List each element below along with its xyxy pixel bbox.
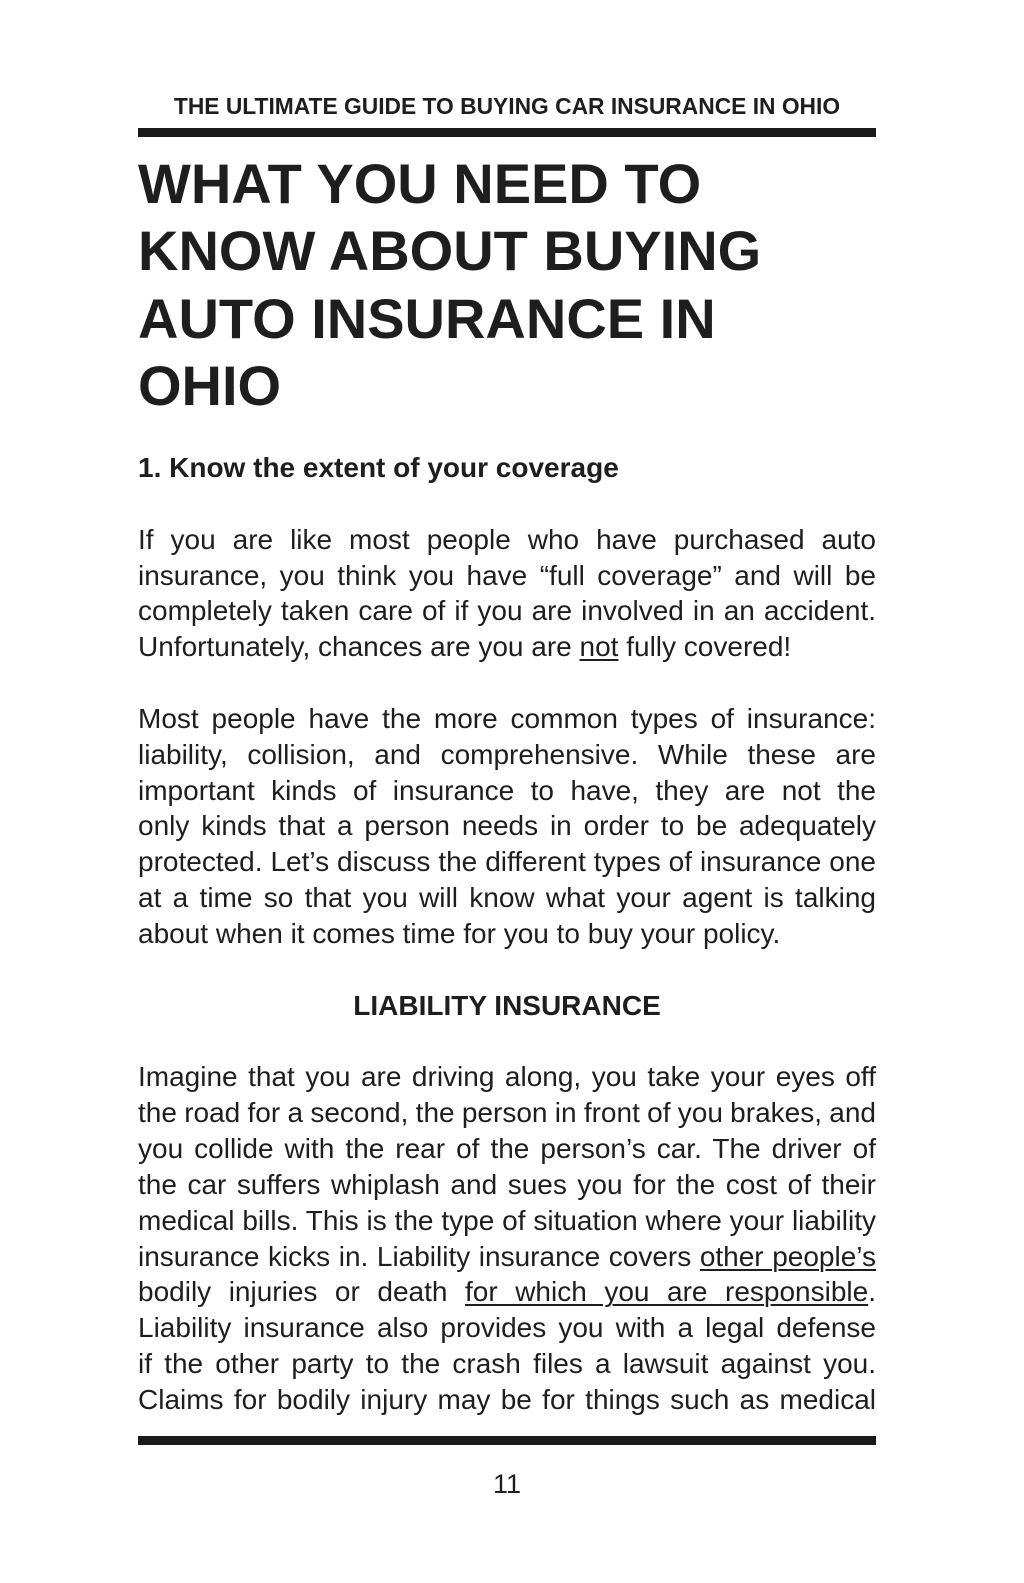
text-segment: Imagine that you are driving along, you take your eyes off (138, 1061, 876, 1093)
text-line (138, 844, 876, 880)
chapter-title (138, 150, 876, 419)
top-rule (138, 128, 876, 137)
text-segment: Most people have the more common types of insurance: (138, 702, 876, 734)
text-line (138, 880, 876, 916)
text-line (138, 1310, 876, 1346)
text-segment: If you are like most people who have purchased auto (138, 523, 876, 555)
body-text (138, 450, 876, 1454)
underlined-text: not (579, 631, 619, 663)
text-segment: about when it comes time for you to buy your policy. (138, 917, 781, 949)
section-heading: 1. Know the extent of your coverage (138, 452, 619, 483)
text-segment: only kinds that a person needs in order to be adequately (138, 810, 876, 842)
text-segment: bodily injuries or death (138, 1276, 465, 1308)
subsection-heading: LIABILITY INSURANCE (353, 989, 661, 1021)
text-line (138, 1095, 876, 1131)
text-segment: Liability insurance also provides you with a legal defense (138, 1312, 876, 1344)
text-segment: you collide with the rear of the person’s car. The driver of (138, 1133, 876, 1165)
text-line (138, 1059, 876, 1095)
text-line (138, 701, 876, 737)
text-line (138, 737, 876, 773)
text-segment: important kinds of insurance to have, they are not the (138, 774, 876, 806)
text-segment: Claims for bodily injury may be for things such as medical (138, 1383, 876, 1415)
text-segment: insurance, you think you have “full coverage” and will be (138, 559, 876, 591)
text-line (138, 773, 876, 809)
text-segment: protected. Let’s discuss the different types of insurance one (138, 846, 876, 878)
chapter-title-line: OHIO (138, 353, 282, 417)
paragraph (138, 701, 876, 952)
chapter-title-line: WHAT YOU NEED TO (138, 152, 702, 215)
text-line (138, 1131, 876, 1167)
text-line (138, 593, 876, 629)
text-line (138, 1203, 876, 1239)
text-segment: fully covered! (618, 631, 792, 663)
chapter-title-line: AUTO INSURANCE IN (138, 286, 716, 350)
text-line (138, 558, 876, 594)
text-line (138, 1167, 876, 1203)
text-segment: liability, collision, and comprehensive. While these are (138, 738, 876, 770)
text-segment: . (868, 1276, 876, 1308)
text-line (138, 1382, 876, 1418)
page-number: 11 (492, 1469, 522, 1499)
text-line (138, 522, 876, 558)
text-segment: the car suffers whiplash and sues you for the cost of their (138, 1168, 876, 1200)
text-segment: Unfortunately, chances are you are (138, 631, 580, 663)
text-line (138, 1274, 876, 1310)
text-line (138, 808, 876, 844)
text-segment: medical bills. This is the type of situation where your liability (138, 1204, 876, 1236)
text-segment: completely taken care of if you are involved in an accident. (138, 595, 876, 627)
text-segment: the road for a second, the person in front of you brakes, and (138, 1097, 876, 1129)
chapter-title-line: KNOW ABOUT BUYING (138, 219, 762, 283)
text-segment: at a time so that you will know what your agent is talking (138, 882, 876, 914)
underlined-text: other people’s (699, 1240, 876, 1272)
text-segment: if the other party to the crash files a lawsuit against you. (138, 1348, 876, 1380)
paragraph (138, 1059, 876, 1417)
text-line (138, 629, 876, 665)
paragraph (138, 522, 876, 665)
text-line (138, 916, 876, 952)
running-head: THE ULTIMATE GUIDE TO BUYING CAR INSURANCE IN OHIO (173, 93, 841, 119)
text-line (138, 1239, 876, 1275)
text-line (138, 1346, 876, 1382)
underlined-text: for which you are responsible (464, 1276, 869, 1308)
text-segment: insurance kicks in. Liability insurance covers (138, 1240, 700, 1272)
bottom-rule (138, 1436, 876, 1445)
